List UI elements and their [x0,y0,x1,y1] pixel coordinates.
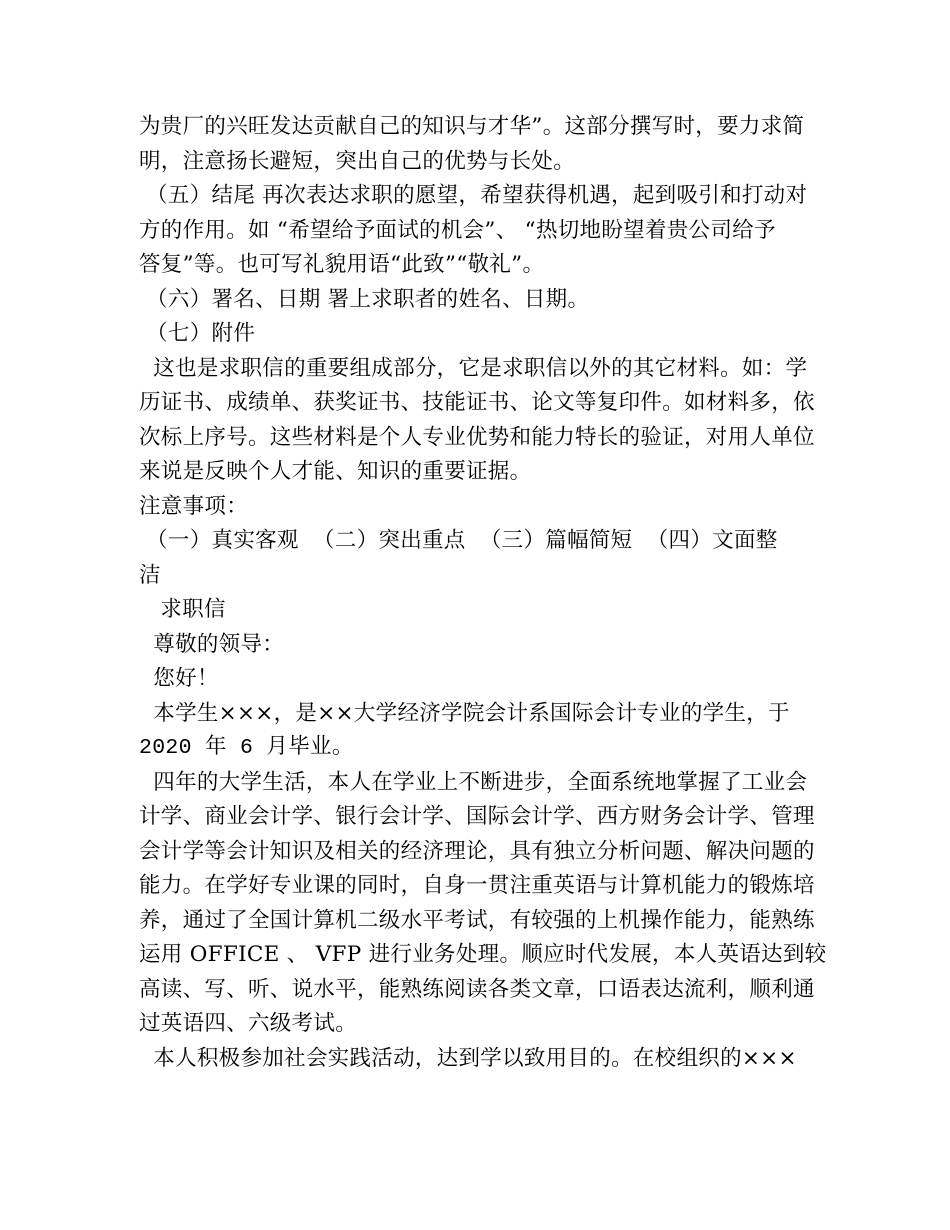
letter-salutation: 尊敬的领导： [139,631,285,657]
text-line: 历证书、成绩单、获奖证书、技能证书、论文等复印件。如材料多，依 [139,390,815,415]
text-line: 过英语四、六级考试。 [139,1011,358,1036]
text-line: 方的作用。如 “希望给予面试的机会”、 “热切地盼望着贵公司给予 [139,217,776,243]
text-line: （一）真实客观 （二）突出重点 （三）篇幅简短 （四）文面整 [139,528,778,553]
text-line: （五）结尾 再次表达求职的愿望，希望获得机遇，起到吸引和打动对 [139,183,808,208]
text-line: 本人积极参加社会实践活动，达到学以致用目的。在校组织的××× [139,1045,797,1071]
text-line: 计学、商业会计学、银行会计学、国际会计学、西方财务会计学、管理 [139,804,815,829]
text-line: 养，通过了全国计算机二级水平考试，有较强的上机操作能力，能熟练 [139,907,815,933]
text-line: 次标上序号。这些材料是个人专业优势和能力特长的验证，对用人单位 [139,424,815,450]
text-line: 高读、写、听、说水平，能熟练阅读各类文章，口语表达流利，顺利通 [139,976,815,1002]
letter-title: 求职信 [139,597,226,622]
text-line: （七）附件 [139,321,256,346]
text-line: 运用 OFFICE 、 VFP 进行业务处理。顺应时代发展，本人英语达到较 [139,942,827,967]
text-line: 来说是反映个人才能、知识的重要证据。 [139,459,532,484]
text-line: 2020 年 6 月毕业。 [139,736,354,760]
document-body [139,110,827,1076]
text-line: 会计学等会计知识及相关的经济理论，具有独立分析问题、解决问题的 [139,838,815,864]
text-line: 能力。在学好专业课的同时，自身一贯注重英语与计算机能力的锻炼培 [139,873,815,898]
letter-greeting: 您好！ [139,666,219,691]
text-line: 本学生×××，是××大学经济学院会计系国际会计专业的学生，于 [139,700,790,726]
text-line: （六）署名、日期 署上求职者的姓名、日期。 [139,286,590,312]
text-line: 为贵厂的兴旺发达贡献自己的知识与才华”。这部分撰写时，要力求简 [139,114,805,139]
text-line: 洁 [139,562,161,588]
text-line: 四年的大学生活，本人在学业上不断进步，全面系统地掌握了工业会 [139,769,808,795]
text-line: 明，注意扬长避短，突出自己的优势与长处。 [139,148,576,174]
section-heading: 注意事项： [139,493,249,519]
text-line: 答复”等。也可写礼貌用语“此致”“敬礼”。 [139,252,545,277]
text-line: 这也是求职信的重要组成部分，它是求职信以外的其它材料。如：学 [139,355,808,381]
